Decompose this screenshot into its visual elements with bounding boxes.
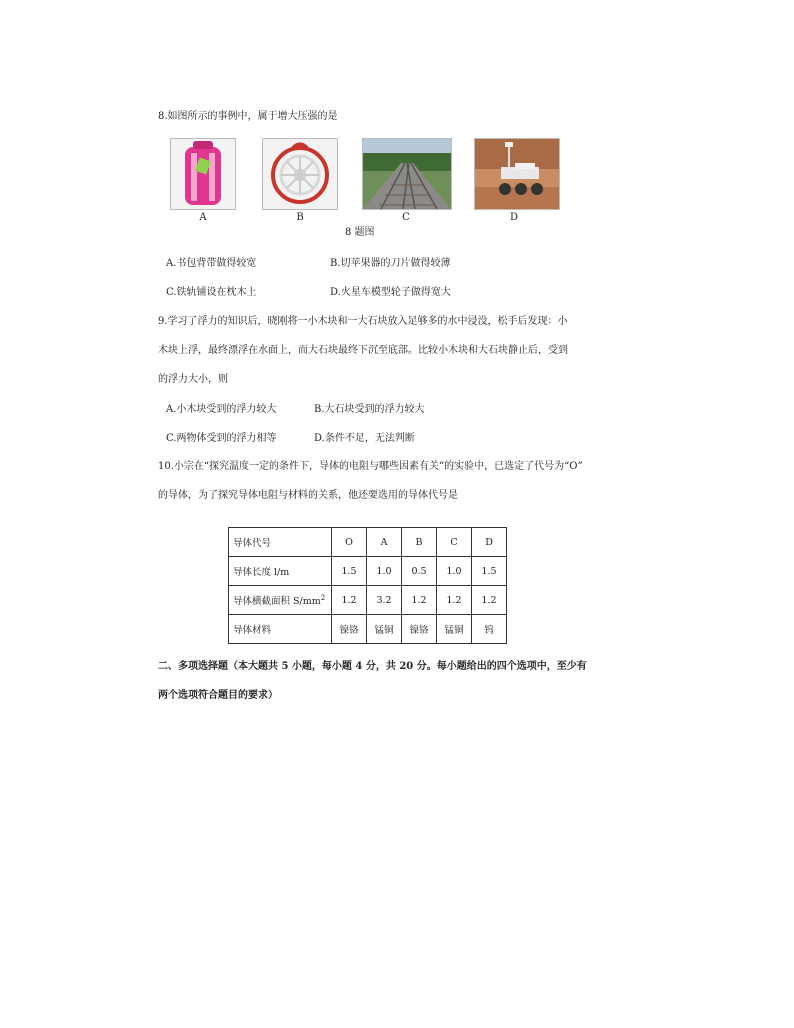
q9-line-2: 木块上浮，最终漂浮在水面上，而大石块最终下沉至底部。比较小木块和大石块静止后，受到 <box>158 345 568 356</box>
row-header-material: 导体材料 <box>229 615 332 644</box>
row-header-area <box>229 586 332 615</box>
q9-option-c: C.两物体受到的浮力相等 <box>166 433 277 444</box>
row-header-area-text: 导体横截面积 S/mm <box>233 596 321 607</box>
row-header-code: 导体代号 <box>229 528 332 557</box>
cell-area: 1.2 <box>332 586 367 615</box>
cell-material: 锰铜 <box>437 615 472 644</box>
q8-option-d: D.火星车模型轮子做得宽大 <box>330 287 451 298</box>
cell-material: 镍铬 <box>332 615 367 644</box>
cell-code-a: A <box>367 528 402 557</box>
cell-area: 1.2 <box>402 586 437 615</box>
caption-b: B <box>296 212 304 223</box>
q8-option-a: A.书包背带做得较宽 <box>166 258 257 269</box>
cell-area: 3.2 <box>367 586 402 615</box>
cell-material: 钨 <box>472 615 507 644</box>
caption-d: D <box>509 212 519 223</box>
table-row <box>229 528 507 557</box>
cell-length: 1.5 <box>472 557 507 586</box>
apple-cutter-image <box>262 138 338 210</box>
q8-stem: 8.如图所示的事例中，属于增大压强的是 <box>158 111 338 122</box>
q9-line-1: 9.学习了浮力的知识后，晓刚将一小木块和一大石块放入足够多的水中浸没，松手后发现：小 <box>158 316 568 327</box>
cell-code-d: D <box>472 528 507 557</box>
q9-option-a: A.小木块受到的浮力较大 <box>166 404 277 415</box>
cell-length: 1.0 <box>367 557 402 586</box>
cell-area: 1.2 <box>472 586 507 615</box>
cell-area: 1.2 <box>437 586 472 615</box>
cell-material: 镍铬 <box>402 615 437 644</box>
cell-length: 0.5 <box>402 557 437 586</box>
cell-length: 1.0 <box>437 557 472 586</box>
q8-option-c: C.铁轨铺设在枕木上 <box>166 287 257 298</box>
railway-image <box>362 138 452 210</box>
row-header-length: 导体长度 l/m <box>229 557 332 586</box>
q9-option-d: D.条件不足，无法判断 <box>314 433 415 444</box>
q9-line-3: 的浮力大小，则 <box>158 374 228 385</box>
area-unit-exponent: 2 <box>320 593 326 602</box>
q10-line-1: 10.小宗在“探究温度一定的条件下，导体的电阻与哪些因素有关”的实验中，已选定了代号为“O” <box>158 461 583 472</box>
table-row <box>229 615 507 644</box>
cell-code-b: B <box>402 528 437 557</box>
figure-caption: 8 题图 <box>345 227 375 238</box>
cell-material: 锰铜 <box>367 615 402 644</box>
cell-code-c: C <box>437 528 472 557</box>
section2-heading-line-2: 两个选项符合题目的要求） <box>158 690 278 701</box>
caption-a: A <box>199 212 207 223</box>
mars-rover-image <box>474 138 560 210</box>
section2-heading-line-1: 二、多项选择题（本大题共 5 小题，每小题 4 分，共 20 分。每小题给出的四个选项中，至少有 <box>158 661 587 672</box>
q9-option-b: B.大石块受到的浮力较大 <box>314 404 425 415</box>
cell-code-o: O <box>332 528 367 557</box>
conductor-table <box>228 527 507 644</box>
table-row <box>229 557 507 586</box>
q8-option-b: B.切苹果器的刀片做得较薄 <box>330 258 451 269</box>
caption-c: C <box>402 212 410 223</box>
table-row <box>229 586 507 615</box>
backpack-image <box>170 138 236 210</box>
cell-length: 1.5 <box>332 557 367 586</box>
q10-line-2: 的导体，为了探究导体电阻与材料的关系，他还要选用的导体代号是 <box>158 490 458 501</box>
